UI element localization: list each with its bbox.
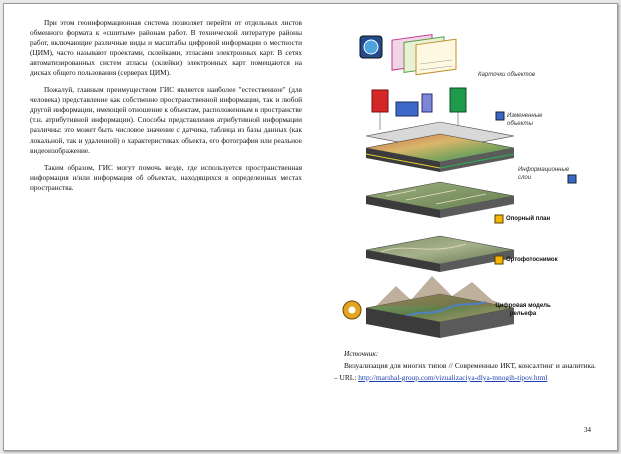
label-elevation-model: Цифровая модель рельефа: [495, 303, 551, 317]
information-layers-slab: [366, 122, 514, 172]
changed-objects-buildings: [372, 88, 466, 130]
body-text-column: [30, 18, 302, 200]
source-text: Визуализация для многих типов // Современные ИКТ, консалтинг и аналитика. – URL: http://marshal-group.com/vizualizaciya-dlya-mnogih-tipov.html: [334, 361, 596, 382]
reference-plan-slab: [366, 182, 514, 218]
label-changed-objects: Измененные объекты: [507, 113, 543, 127]
label-reference-plan: Опорный план: [506, 216, 551, 222]
paragraph: Пожалуй, главным преимуществом ГИС является наиболее "естественное" (для человека) представление как собственно пространственной информации, так и любой другой информации, имеющей отношение к объектам, расположенным в пространстве (т.н. атрибутивной информации). Способы представления атрибутивной информации различны: это может быть числовое значение с датчика, таблица из базы данных (как локальной, так и удаленной) о характеристиках объекта, его фотография или реальное видеоизображение.: [30, 85, 302, 155]
label-information-layers: Информационные слои: [518, 167, 570, 181]
orthophoto-slab: [366, 236, 514, 272]
paragraph: Таким образом, ГИС могут помочь везде, где используется пространственная информация и/или информация об объектах, находящихся в определенных местах пространства.: [30, 162, 302, 192]
label-object-cards: Карточки объектов: [478, 72, 536, 78]
source-link[interactable]: http://marshal-group.com/vizualizaciya-dlya-mnogih-tipov.html: [358, 373, 548, 382]
document-page: [3, 3, 618, 451]
label-orthophoto: Ортофотоснимок: [506, 257, 558, 263]
paragraph: При этом геоинформационная система позволяет перейти от отдельных листов обменного формата к «сшитым» районам работ. В технической литературе районы работ, включающие различные виды и масштабы цифровой информации о местности (ЦИМ), часто называют проектами, склейками, этласами электронных карт. В сетях автоматизированных систем атласы (склейки) электронных карт помещаются на дисках общего пользования (серверах ЦИМ).: [30, 18, 302, 78]
page-number: 34: [584, 426, 591, 434]
object-cards: [392, 35, 456, 75]
gis-layers-figure: [336, 30, 592, 352]
source-heading: Источник:: [344, 349, 379, 358]
gear-icon: [343, 301, 361, 319]
source-block: [334, 348, 596, 384]
